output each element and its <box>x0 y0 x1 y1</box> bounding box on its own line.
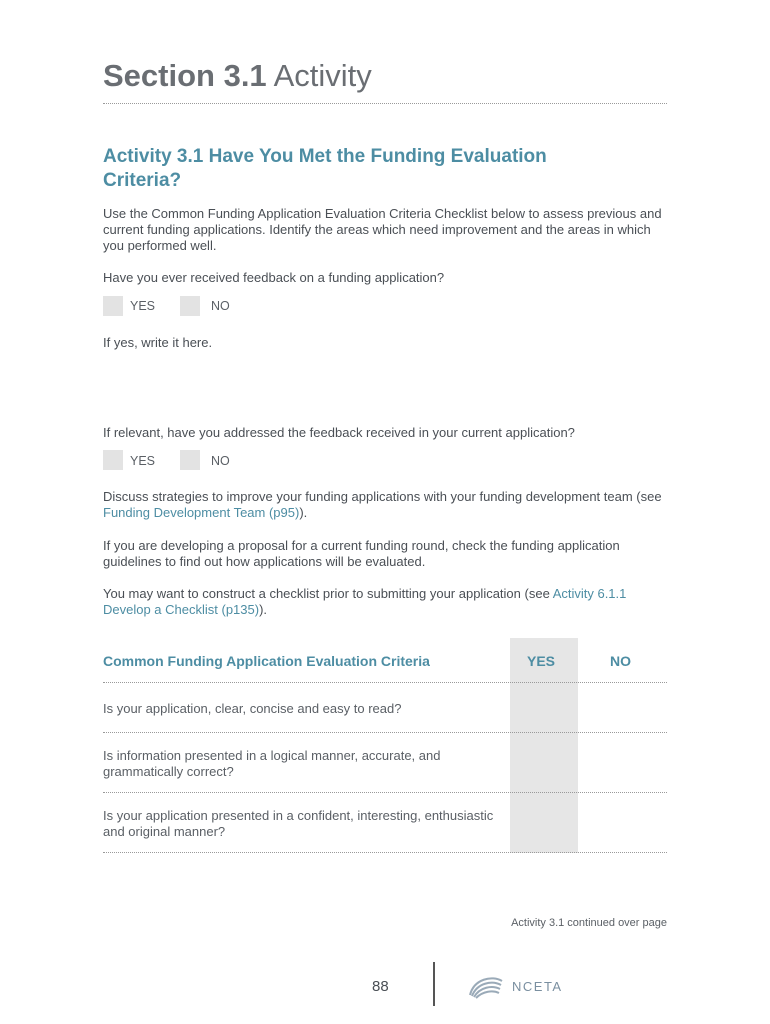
section-title-strong: Section 3.1 <box>103 58 267 93</box>
question-2: If relevant, have you addressed the feedback received in your current application? <box>103 425 575 440</box>
para-discuss-text: Discuss strategies to improve your funding applications with your funding development team (see <box>103 489 662 504</box>
table-row-3: Is your application presented in a confident, interesting, enthusiastic and original manner? <box>103 808 494 839</box>
row-1-yes-cell[interactable] <box>510 684 578 732</box>
section-title <box>103 58 372 94</box>
q1-yes-checkbox[interactable] <box>103 296 123 316</box>
logo-text: NCETA <box>512 978 563 994</box>
para-developing: If you are developing a proposal for a current funding round, check the funding application guidelines to find out how applications will be evaluated. <box>103 538 620 569</box>
row-1-no-cell[interactable] <box>580 684 667 732</box>
row-2-yes-cell[interactable] <box>510 734 578 792</box>
table-divider <box>103 852 667 853</box>
activity-checklist-link[interactable]: Activity 6.1.1 Develop a Checklist (p135) <box>103 586 627 617</box>
q2-yes-checkbox[interactable] <box>103 450 123 470</box>
q1-no-checkbox[interactable] <box>180 296 200 316</box>
table-row-1: Is your application, clear, concise and easy to read? <box>103 701 402 716</box>
continued-note: Activity 3.1 continued over page <box>511 917 667 929</box>
table-row-2: Is information presented in a logical manner, accurate, and grammatically correct? <box>103 748 441 779</box>
para-checklist <box>103 586 673 618</box>
nceta-logo <box>466 972 563 1000</box>
q2-no-checkbox[interactable] <box>180 450 200 470</box>
q1-answer-area[interactable] <box>103 356 667 416</box>
section-title-light: Activity <box>266 58 372 93</box>
q2-yes-label: YES <box>130 454 156 468</box>
para-checklist-text: You may want to construct a checklist prior to submitting your application (see <box>103 586 553 601</box>
funding-team-link[interactable]: Funding Development Team (p95) <box>103 505 300 520</box>
q1-followup: If yes, write it here. <box>103 335 213 350</box>
q2-no-label: NO <box>211 454 230 468</box>
para-checklist-end: ). <box>259 602 268 617</box>
para-discuss-end: ). <box>299 505 308 520</box>
footer-divider <box>433 962 435 1006</box>
table-header-no: NO <box>610 653 631 669</box>
row-3-no-cell[interactable] <box>580 794 667 852</box>
question-1: Have you ever received feedback on a funding application? <box>103 270 445 285</box>
table-header-yes: YES <box>527 653 556 669</box>
row-2-no-cell[interactable] <box>580 734 667 792</box>
activity-title: Activity 3.1 Have You Met the Funding Evaluation Criteria? <box>103 146 547 191</box>
page-number: 88 <box>372 978 389 995</box>
nceta-swirl-icon <box>466 973 506 999</box>
table-divider <box>103 732 667 733</box>
row-3-yes-cell[interactable] <box>510 794 578 852</box>
activity-intro: Use the Common Funding Application Evaluation Criteria Checklist below to assess previous and current funding applications. Identify the areas which need improvement and the areas in which you performed well. <box>103 206 662 253</box>
table-divider <box>103 792 667 793</box>
table-divider <box>103 682 667 683</box>
para-discuss <box>103 489 673 521</box>
q1-yes-label: YES <box>130 299 156 313</box>
header-divider <box>103 103 667 104</box>
table-header-criteria: Common Funding Application Evaluation Criteria <box>103 653 430 669</box>
q1-no-label: NO <box>211 299 230 313</box>
